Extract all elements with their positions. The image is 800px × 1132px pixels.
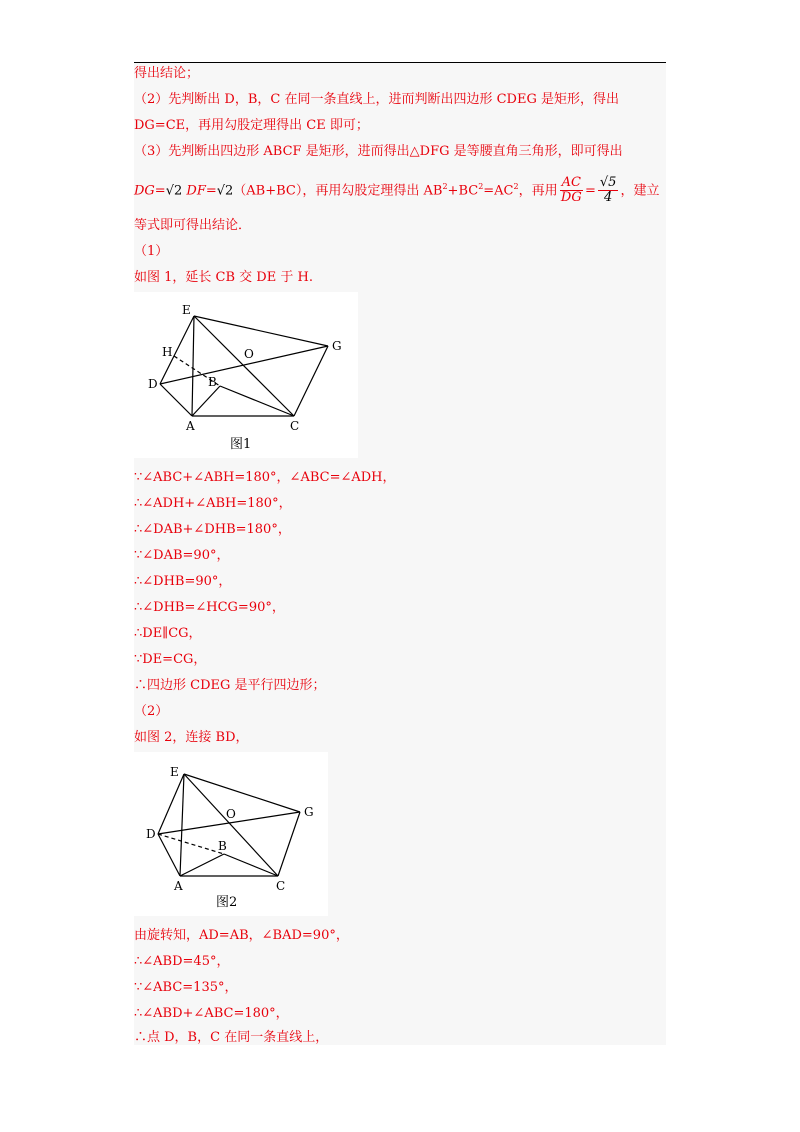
equals: = <box>584 183 596 199</box>
intro-line-4: （3）先判断出四边形 ABCF 是矩形，进而得出△DFG 是等腰直角三角形，即可得出 <box>134 144 623 159</box>
plus-bc: +BC <box>447 183 479 199</box>
frac-num: AC <box>561 175 581 191</box>
fig1-label-o: O <box>244 347 254 361</box>
df-eq-text: DF= <box>182 183 217 199</box>
part1-step-3: ∴∠DAB+∠DHB=180°， <box>134 522 291 537</box>
part2-step-1: 由旋转知，AD=AB，∠BAD=90°， <box>134 928 349 943</box>
sqrt2-symbol-2: √2 <box>216 183 234 199</box>
fig2-label-b: B <box>218 839 227 853</box>
intro-line-3: DG=CE，再用勾股定理得出 CE 即可； <box>134 118 369 133</box>
dg-eq-text: DG= <box>134 183 166 199</box>
pythag-text: （AB+BC），再用勾股定理得出 AB <box>233 183 443 199</box>
fig2-label-d: D <box>146 827 156 841</box>
figure-1 <box>134 292 358 458</box>
intro-line-2: （2）先判断出 D，B，C 在同一条直线上，进而判断出四边形 CDEG 是矩形，得出 <box>134 92 619 107</box>
part1-step-7: ∴DE∥CG， <box>134 626 202 641</box>
fraction-ac-dg <box>560 176 583 205</box>
part1-label: （1） <box>134 244 169 259</box>
fig2-label-o: O <box>226 807 236 821</box>
part2-label: （2） <box>134 704 169 719</box>
intro-line-6: 等式即可得出结论． <box>134 218 252 233</box>
establish: ，建立 <box>620 183 660 199</box>
fig2-caption: 图2 <box>216 895 238 910</box>
part1-step-5: ∴∠DHB=90°， <box>134 574 232 589</box>
fig1-label-e: E <box>182 303 191 317</box>
sup-2c: 2 <box>513 182 519 191</box>
intro-line-5 <box>134 172 674 206</box>
frac2-den: 4 <box>604 190 613 206</box>
fig2-label-a: A <box>174 879 183 893</box>
then-use: ，再用 <box>518 183 558 199</box>
part1-step-1: ∵∠ABC+∠ABH=180°，∠ABC=∠ADH， <box>134 470 396 485</box>
part2-step-5: ∴点 D，B，C 在同一条直线上， <box>134 1030 329 1045</box>
sup-2b: 2 <box>478 182 484 191</box>
fig2-label-e: E <box>170 765 179 779</box>
frac2-num: √5 <box>599 175 617 191</box>
fig1-label-d: D <box>148 377 158 391</box>
fig2-label-g: G <box>304 805 314 819</box>
part2-step-3: ∵∠ABC=135°， <box>134 980 238 995</box>
fig1-label-b: B <box>208 375 217 389</box>
fig1-label-a: A <box>186 419 195 433</box>
sup-2a: 2 <box>442 182 448 191</box>
fig1-label-h: H <box>162 345 173 359</box>
part2-step-2: ∴∠ABD=45°， <box>134 954 230 969</box>
part1-step-9: ∴四边形 CDEG 是平行四边形； <box>134 678 326 693</box>
fig2-label-c: C <box>276 879 286 893</box>
intro-line-1: 得出结论； <box>134 66 200 81</box>
part1-step-2: ∴∠ADH+∠ABH=180°， <box>134 496 292 511</box>
part1-step-6: ∴∠DHB=∠HCG=90°， <box>134 600 285 615</box>
figure-2 <box>134 752 328 916</box>
fraction-sqrt5-4 <box>598 176 619 205</box>
figure-1-diagram <box>134 292 358 458</box>
fig1-label-g: G <box>332 339 342 353</box>
fig1-label-c: C <box>290 419 300 433</box>
fig1-caption: 图1 <box>230 437 252 452</box>
part1-intro: 如图 1，延长 CB 交 DE 于 H. <box>134 270 313 285</box>
part2-intro: 如图 2，连接 BD， <box>134 730 249 745</box>
part1-step-8: ∵DE=CG， <box>134 652 207 667</box>
part1-step-4: ∵∠DAB=90°， <box>134 548 230 563</box>
eq-ac: =AC <box>483 183 514 199</box>
sqrt2-symbol: √2 <box>165 183 183 199</box>
part2-step-4: ∴∠ABD+∠ABC=180°， <box>134 1006 289 1021</box>
figure-2-diagram <box>134 752 328 916</box>
frac-den: DG <box>560 190 582 206</box>
